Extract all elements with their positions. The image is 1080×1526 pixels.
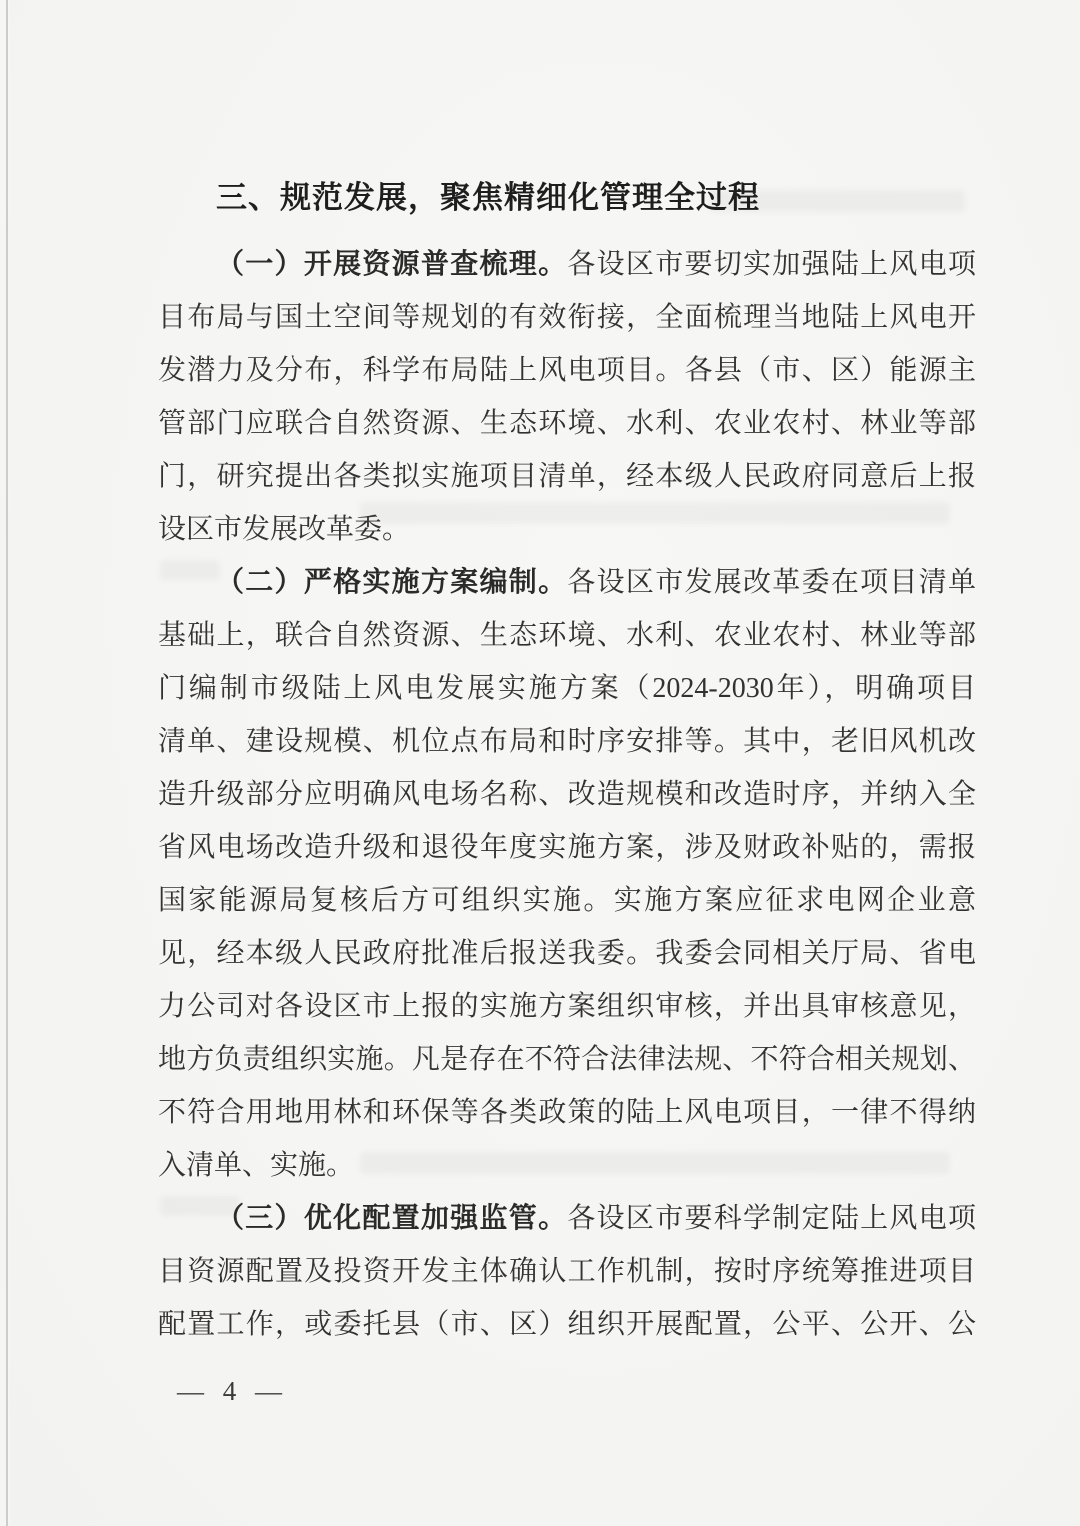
body-line: 造升级部分应明确风电场名称、改造规模和改造时序，并纳入全 (158, 779, 976, 810)
body-line: 管部门应联合自然资源、生态环境、水利、农业农村、林业等部 (158, 408, 976, 439)
body-line: 力公司对各设区市上报的实施方案组织审核，并出具审核意见， (158, 991, 976, 1022)
body-text: 各设区市发展改革委在项目清单 (567, 567, 976, 598)
body-line: 地方负责组织实施。凡是存在不符合法律法规、不符合相关规划、 (158, 1044, 976, 1075)
body-line (158, 1192, 976, 1245)
scan-edge-line (6, 0, 8, 1526)
paragraph-3 (158, 1192, 976, 1351)
body-line: 省风电场改造升级和退役年度实施方案，涉及财政补贴的，需报 (158, 832, 976, 863)
body-line: 基础上，联合自然资源、生态环境、水利、农业农村、林业等部 (158, 620, 976, 651)
body-line: 设区市发展改革委。 (158, 514, 411, 545)
body-line: 目布局与国土空间等规划的有效衔接，全面梳理当地陆上风电开 (158, 302, 976, 333)
body-line: 目资源配置及投资开发主体确认工作机制，按时序统筹推进项目 (158, 1256, 976, 1287)
document-body (158, 176, 976, 1351)
body-line: 入清单、实施。 (158, 1150, 355, 1181)
body-line: 见，经本级人民政府批准后报送我委。我委会同相关厅局、省电 (158, 938, 976, 969)
body-line: 发潜力及分布，科学布局陆上风电项目。各县（市、区）能源主 (158, 355, 976, 386)
body-line: 配置工作，或委托县（市、区）组织开展配置，公平、公开、公 (158, 1309, 976, 1340)
body-line (158, 238, 976, 291)
body-line (158, 556, 976, 609)
body-text: 各设区市要切实加强陆上风电项 (567, 249, 976, 280)
paragraph-lead-phrase: （三）优化配置加强监管。 (216, 1203, 568, 1234)
document-page (10, 0, 1080, 1526)
body-line: 不符合用地用林和环保等各类政策的陆上风电项目，一律不得纳 (158, 1097, 976, 1128)
paragraph-lead-phrase: （一）开展资源普查梳理。 (216, 249, 568, 280)
body-line: 门，研究提出各类拟实施项目清单，经本级人民政府同意后上报 (158, 461, 976, 492)
paragraph-lead-phrase: （二）严格实施方案编制。 (216, 567, 568, 598)
paragraph-1 (158, 238, 976, 556)
body-line: 门编制市级陆上风电发展实施方案（2024-2030年），明确项目 (158, 673, 976, 704)
section-heading: 三、规范发展，聚焦精细化管理全过程 (216, 180, 760, 215)
body-text: 各设区市要科学制定陆上风电项 (567, 1203, 976, 1234)
paragraph-2 (158, 556, 976, 1192)
body-line: 清单、建设规模、机位点布局和时序安排等。其中，老旧风机改 (158, 726, 976, 757)
page-number: — 4 — (177, 1376, 288, 1406)
body-line: 国家能源局复核后方可组织实施。实施方案应征求电网企业意 (158, 885, 976, 916)
